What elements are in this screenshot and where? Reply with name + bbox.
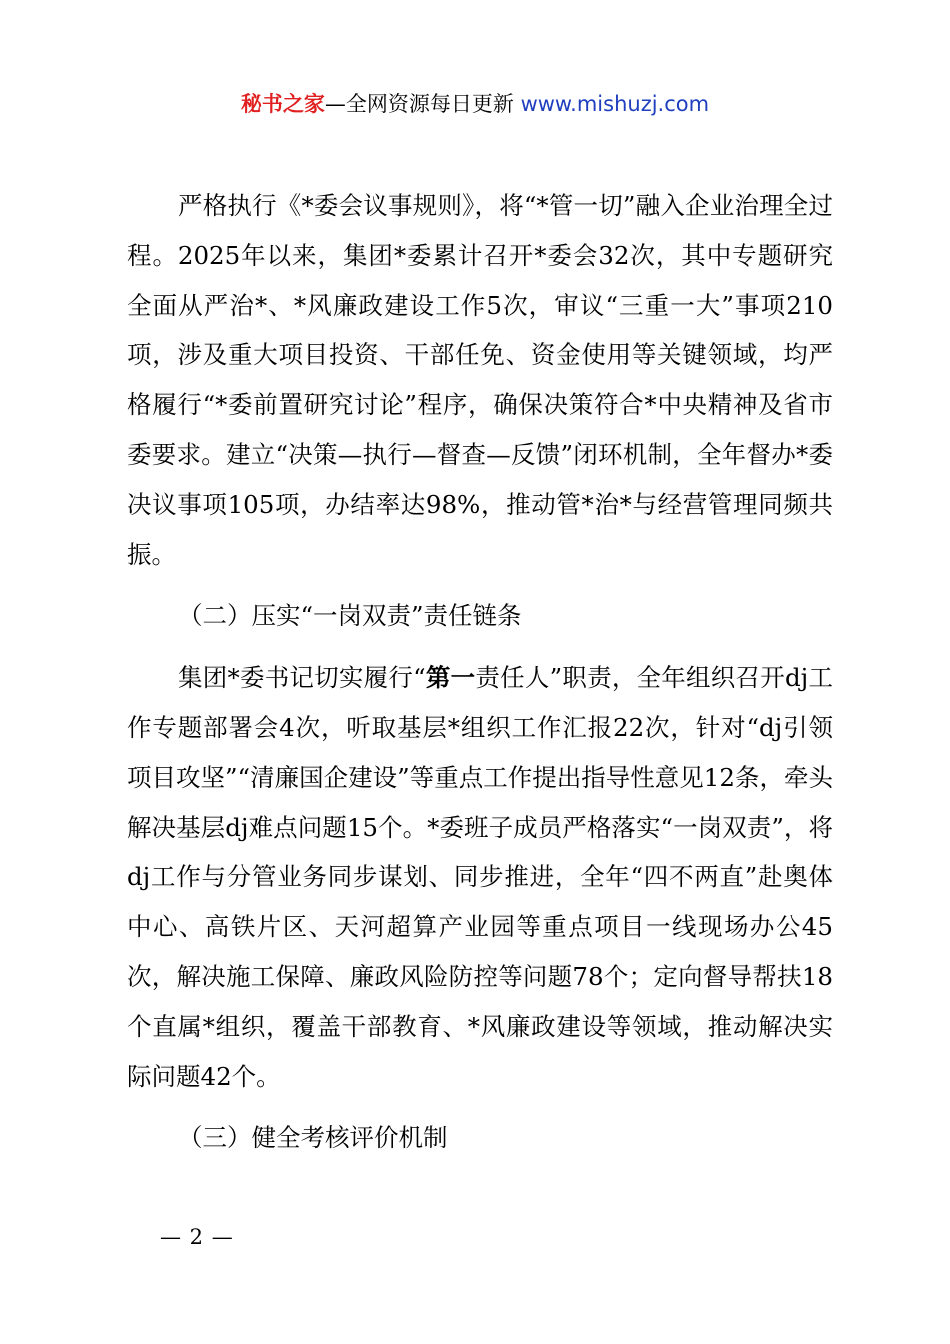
site-header — [0, 86, 950, 122]
site-slogan: —全网资源每日更新 — [324, 92, 514, 116]
site-url-link[interactable]: www.mishuzj.com — [520, 92, 710, 116]
document-body — [127, 181, 833, 1175]
paragraph-text-part: 集团*委书记切实履行“ — [178, 663, 426, 693]
bold-emphasis: 第一 — [425, 663, 476, 693]
paragraph-text-part: 责任人”职责，全年组织召开dj工作专题部署会4次，听取基层*组织工作汇报22次，针对“dj引领项目攻坚”“清廉国企建设”等重点工作提出指导性意见12条，牵头解决基层dj难点问题15个。*委班子成员严格落实“一岗双责”，将dj工作与分管业务同步谋划、同步推进，全年“四不两直”赴奥体中心、高铁片区、天河超算产业园等重点项目一线现场办公45次，解决施工保障、廉政风险防控等问题78个；定向督导帮扶18个直属*组织，覆盖干部教育、*风廉政建设等领域，推动解决实际问题42个。 — [127, 663, 834, 1091]
section-heading-evaluation: （三）健全考核评价机制 — [178, 1123, 448, 1153]
paragraph-decision-rules: 严格执行《*委会议事规则》，将“*管一切”融入企业治理全过程。2025年以来，集团*委累计召开*委会32次，其中专题研究全面从严治*、*风廉政建设工作5次，审议“三重一大”事项210项，涉及重大项目投资、干部任免、资金使用等关键领域，均严格履行“*委前置研究讨论”程序，确保决策符合*中央精神及省市委要求。建立“决策—执行—督查—反馈”闭环机制，全年督办*委决议事项105项，办结率达98%，推动管*治*与经营管理同频共振。 — [127, 191, 833, 569]
paragraph-responsibility — [127, 653, 833, 1101]
section-heading-responsibility-chain: （二）压实“一岗双责”责任链条 — [178, 601, 522, 631]
page-number: — 2 — — [160, 1225, 234, 1249]
site-brand: 秘书之家 — [240, 92, 325, 116]
